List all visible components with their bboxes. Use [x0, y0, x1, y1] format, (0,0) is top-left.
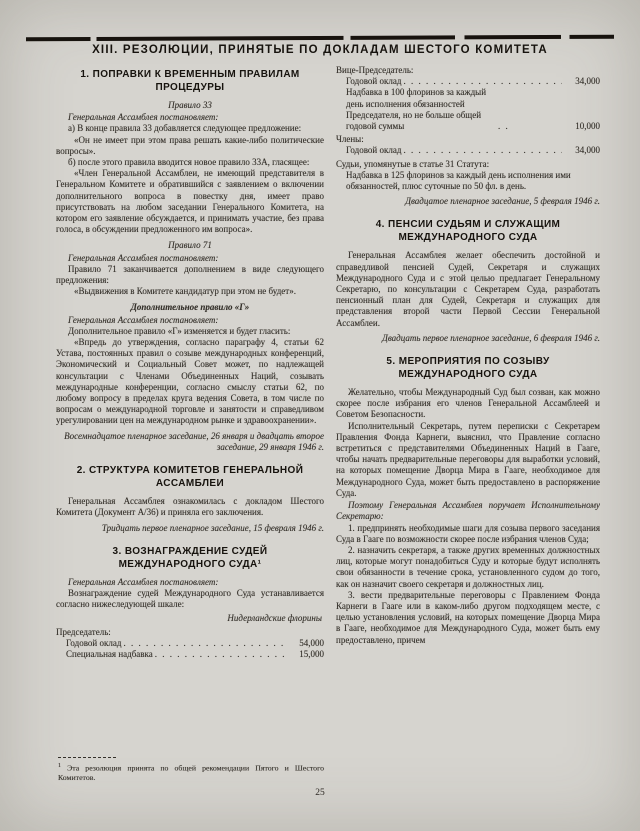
numbered-item: 1. предпринять необходимые шаги для созыва первого заседания Суда в Гааге по возможности скорее после избрания членов Суда; — [336, 522, 600, 544]
numbered-item: 3. вести предварительные переговоры с Правлением Фонда Карнеги в Гааге или в каком-либо другом подходящем месте, с целью установления условий, на которых помещение Дворца Мира в Гааге, необходимое для Международного Суда, может быть ему предоставлено, причем — [336, 589, 600, 645]
paragraph: Исполнительный Секретарь, путем переписки с Секретарем Правления Фонда Карнеги, выяснил, что Правление согласно встретиться с представителями Объединенных Наций в Гааге, чтобы начать предварительные переговоры для выработки условий, на которых помещение Дворца Мира в Гааге, необходимое для Международного Суда, может быть предоставлено в распоряжение Суда. — [336, 420, 600, 498]
page-title: XIII. РЕЗОЛЮЦИИ, ПРИНЯТЫЕ ПО ДОКЛАДАМ ШЕСТОГО КОМИТЕТА — [92, 44, 548, 56]
paragraph: Генеральная Ассамблея желает обеспечить достойной и справедливой пенсией Судей, Секретаря и служащих Международного Суда и с этой целью предлагает Генеральному Секретарю, по консультации с Секретарем Суда, разработать пенсионный план для Судей, Секретаря и служащих для представления второй части Первой Сессии Генеральной Ассамблеи. — [336, 250, 600, 328]
salary-row — [56, 638, 324, 649]
quoted-text: «Член Генеральной Ассамблеи, не имеющий представителя в Генеральном Комитете и обратившийся с заявлением о включении дополнительного вопроса в повестку дня, имеет право присутствовать на любом заседании Генерального Комитета, на котором его заявление обсуждается, и принимать участие, без права голоса, в обсуждении предложенного им вопроса». — [56, 168, 324, 235]
quoted-text: «Он не имеет при этом права решать какие-либо политические вопросы». — [56, 134, 324, 156]
salary-amount: 10,000 — [575, 121, 600, 132]
resolves-clause: Генеральная Ассамблея постановляет: — [68, 314, 219, 325]
resolves-clause: Генеральная Ассамблея постановляет: — [68, 252, 219, 263]
left-column — [56, 68, 324, 756]
salary-amount: 15,000 — [299, 648, 324, 659]
salary-group-label-vice-chairman: Вице-Председатель: — [336, 65, 414, 75]
salary-item-label: Годовой оклад — [346, 76, 402, 87]
salary-row — [336, 145, 600, 156]
section-1-heading: 1. ПОПРАВКИ К ВРЕМЕННЫМ ПРАВИЛАМ ПРОЦЕДУРЫ — [80, 69, 300, 93]
currency-note: Нидерландские флорины — [227, 613, 322, 624]
meeting-note: Двадцать первое пленарное заседание, 6 февраля 1946 г. — [382, 332, 600, 343]
salary-group-label-chairman: Председатель: — [56, 626, 111, 637]
salary-amount: 34,000 — [575, 76, 600, 87]
salary-item-label: Годовой оклад — [346, 145, 402, 156]
paragraph: Генеральная Ассамблея ознакомилась с докладом Шестого Комитета (Документ A/36) и приняла его заключения. — [56, 496, 324, 518]
quoted-text: «Впредь до утверждения, согласно параграфу 4, статьи 62 Устава, постоянных правил о созыве международных конференций, Экономический и Социальный Совет может, по надлежащей консультации с Членами Объединенных Наций, созывать международные конференции, согласно смыслу статьи 62, по любому вопросу в пределах круга ведения Совета, в том числе по вопросам о международной торговле и занятости и справедливом урегулировании цен на международном рынке и здравоохранении». — [56, 337, 324, 426]
paragraph: Дополнительное правило «Г» изменяется и будет гласить: — [68, 325, 291, 336]
salary-item-label: Специальная надбавка — [66, 648, 153, 659]
salary-group-label-members: Члены: — [336, 134, 364, 145]
dot-leader — [155, 649, 286, 660]
quoted-text: «Выдвижения в Комитете кандидатур при этом не будет». — [74, 286, 296, 297]
meeting-note: Тридцать первое пленарное заседание, 15 февраля 1946 г. — [101, 522, 324, 533]
section-4-heading: 4. ПЕНСИИ СУДЬЯМ И СЛУЖАЩИМ МЕЖДУНАРОДНОГО СУДА — [375, 219, 561, 244]
page-number: 25 — [315, 788, 325, 798]
salary-amount: 34,000 — [575, 145, 600, 156]
salary-item-label: Надбавка в 100 флоринов за каждый день исполнения обязанностей Председателя, но не больше общей годовой суммы — [346, 87, 487, 132]
dot-leader — [403, 76, 562, 87]
supplementary-rule-title: Дополнительное правило «Г» — [130, 302, 250, 313]
meeting-note: Восемнадцатое пленарное заседание, 26 января и двадцать второе заседание, 29 января 1946 г. — [64, 430, 324, 452]
section-5-heading: 5. МЕРОПРИЯТИЯ ПО СОЗЫВУ МЕЖДУНАРОДНОГО СУДА — [386, 356, 550, 381]
salary-group-label-judges: Судьи, упомянутые в статье 31 Статута: — [336, 158, 490, 169]
rule-33-title: Правило 33 — [168, 100, 212, 110]
section-3-heading: 3. ВОЗНАГРАЖДЕНИЕ СУДЕЙ МЕЖДУНАРОДНОГО СУДА¹ — [112, 545, 268, 570]
salary-row — [336, 76, 600, 87]
numbered-item: 2. назначить секретаря, а также других временных должностных лиц, которые могут понадобиться Суду и которые будут исполнять свои обязанности в течение срока, установленного судом до того, как он назначит своего секретаря и должностных лиц. — [336, 544, 600, 589]
header-rule — [26, 35, 614, 42]
salary-row — [336, 87, 600, 132]
footnote-rule — [58, 757, 116, 758]
meeting-note: Двадцатое пленарное заседание, 5 февраля 1946 г. — [405, 196, 600, 207]
footnote-text: Эта резолюция принята по общей рекомендации Пятого и Шестого Комитетов. — [58, 763, 324, 783]
paragraph: Желательно, чтобы Международный Суд был созван, как можно скорее после избрания его членов Генеральной Ассамблеей и Советом Безопасности. — [336, 387, 600, 420]
salary-amount: 54,000 — [299, 637, 324, 648]
dot-leader — [123, 638, 286, 649]
dot-leader — [498, 121, 562, 132]
paragraph: Вознаграждение судей Международного Суда устанавливается согласно нижеследующей шкале: — [56, 587, 324, 610]
paragraph: Правило 71 заканчивается дополнением в виде следующего предложения: — [56, 263, 324, 286]
salary-item-label: Годовой оклад — [66, 637, 122, 648]
footnote-marker: 1 — [58, 763, 61, 769]
resolves-clause: Поэтому Генеральная Ассамблея поручает Исполнительному Секретарю: — [336, 500, 600, 522]
dot-leader — [403, 145, 562, 156]
rule-71-title: Правило 71 — [168, 240, 212, 251]
section-2-heading: 2. СТРУКТУРА КОМИТЕТОВ ГЕНЕРАЛЬНОЙ АССАМБЛЕИ — [76, 465, 304, 490]
paragraph: б) после этого правила вводится новое правило 33А, гласящее: — [68, 157, 310, 168]
paragraph: а) В конце правила 33 добавляется следующее предложение: — [68, 123, 302, 134]
salary-row — [56, 649, 324, 660]
footnote — [58, 762, 324, 783]
salary-judges-note: Надбавка в 125 флоринов за каждый день исполнения ими обязанностей, плюс суточные по 50 фл. в день. — [346, 169, 571, 192]
resolves-clause: Генеральная Ассамблея постановляет: — [68, 576, 219, 587]
resolves-clause: Генеральная Ассамблея постановляет: — [68, 112, 219, 123]
right-column — [336, 63, 600, 789]
